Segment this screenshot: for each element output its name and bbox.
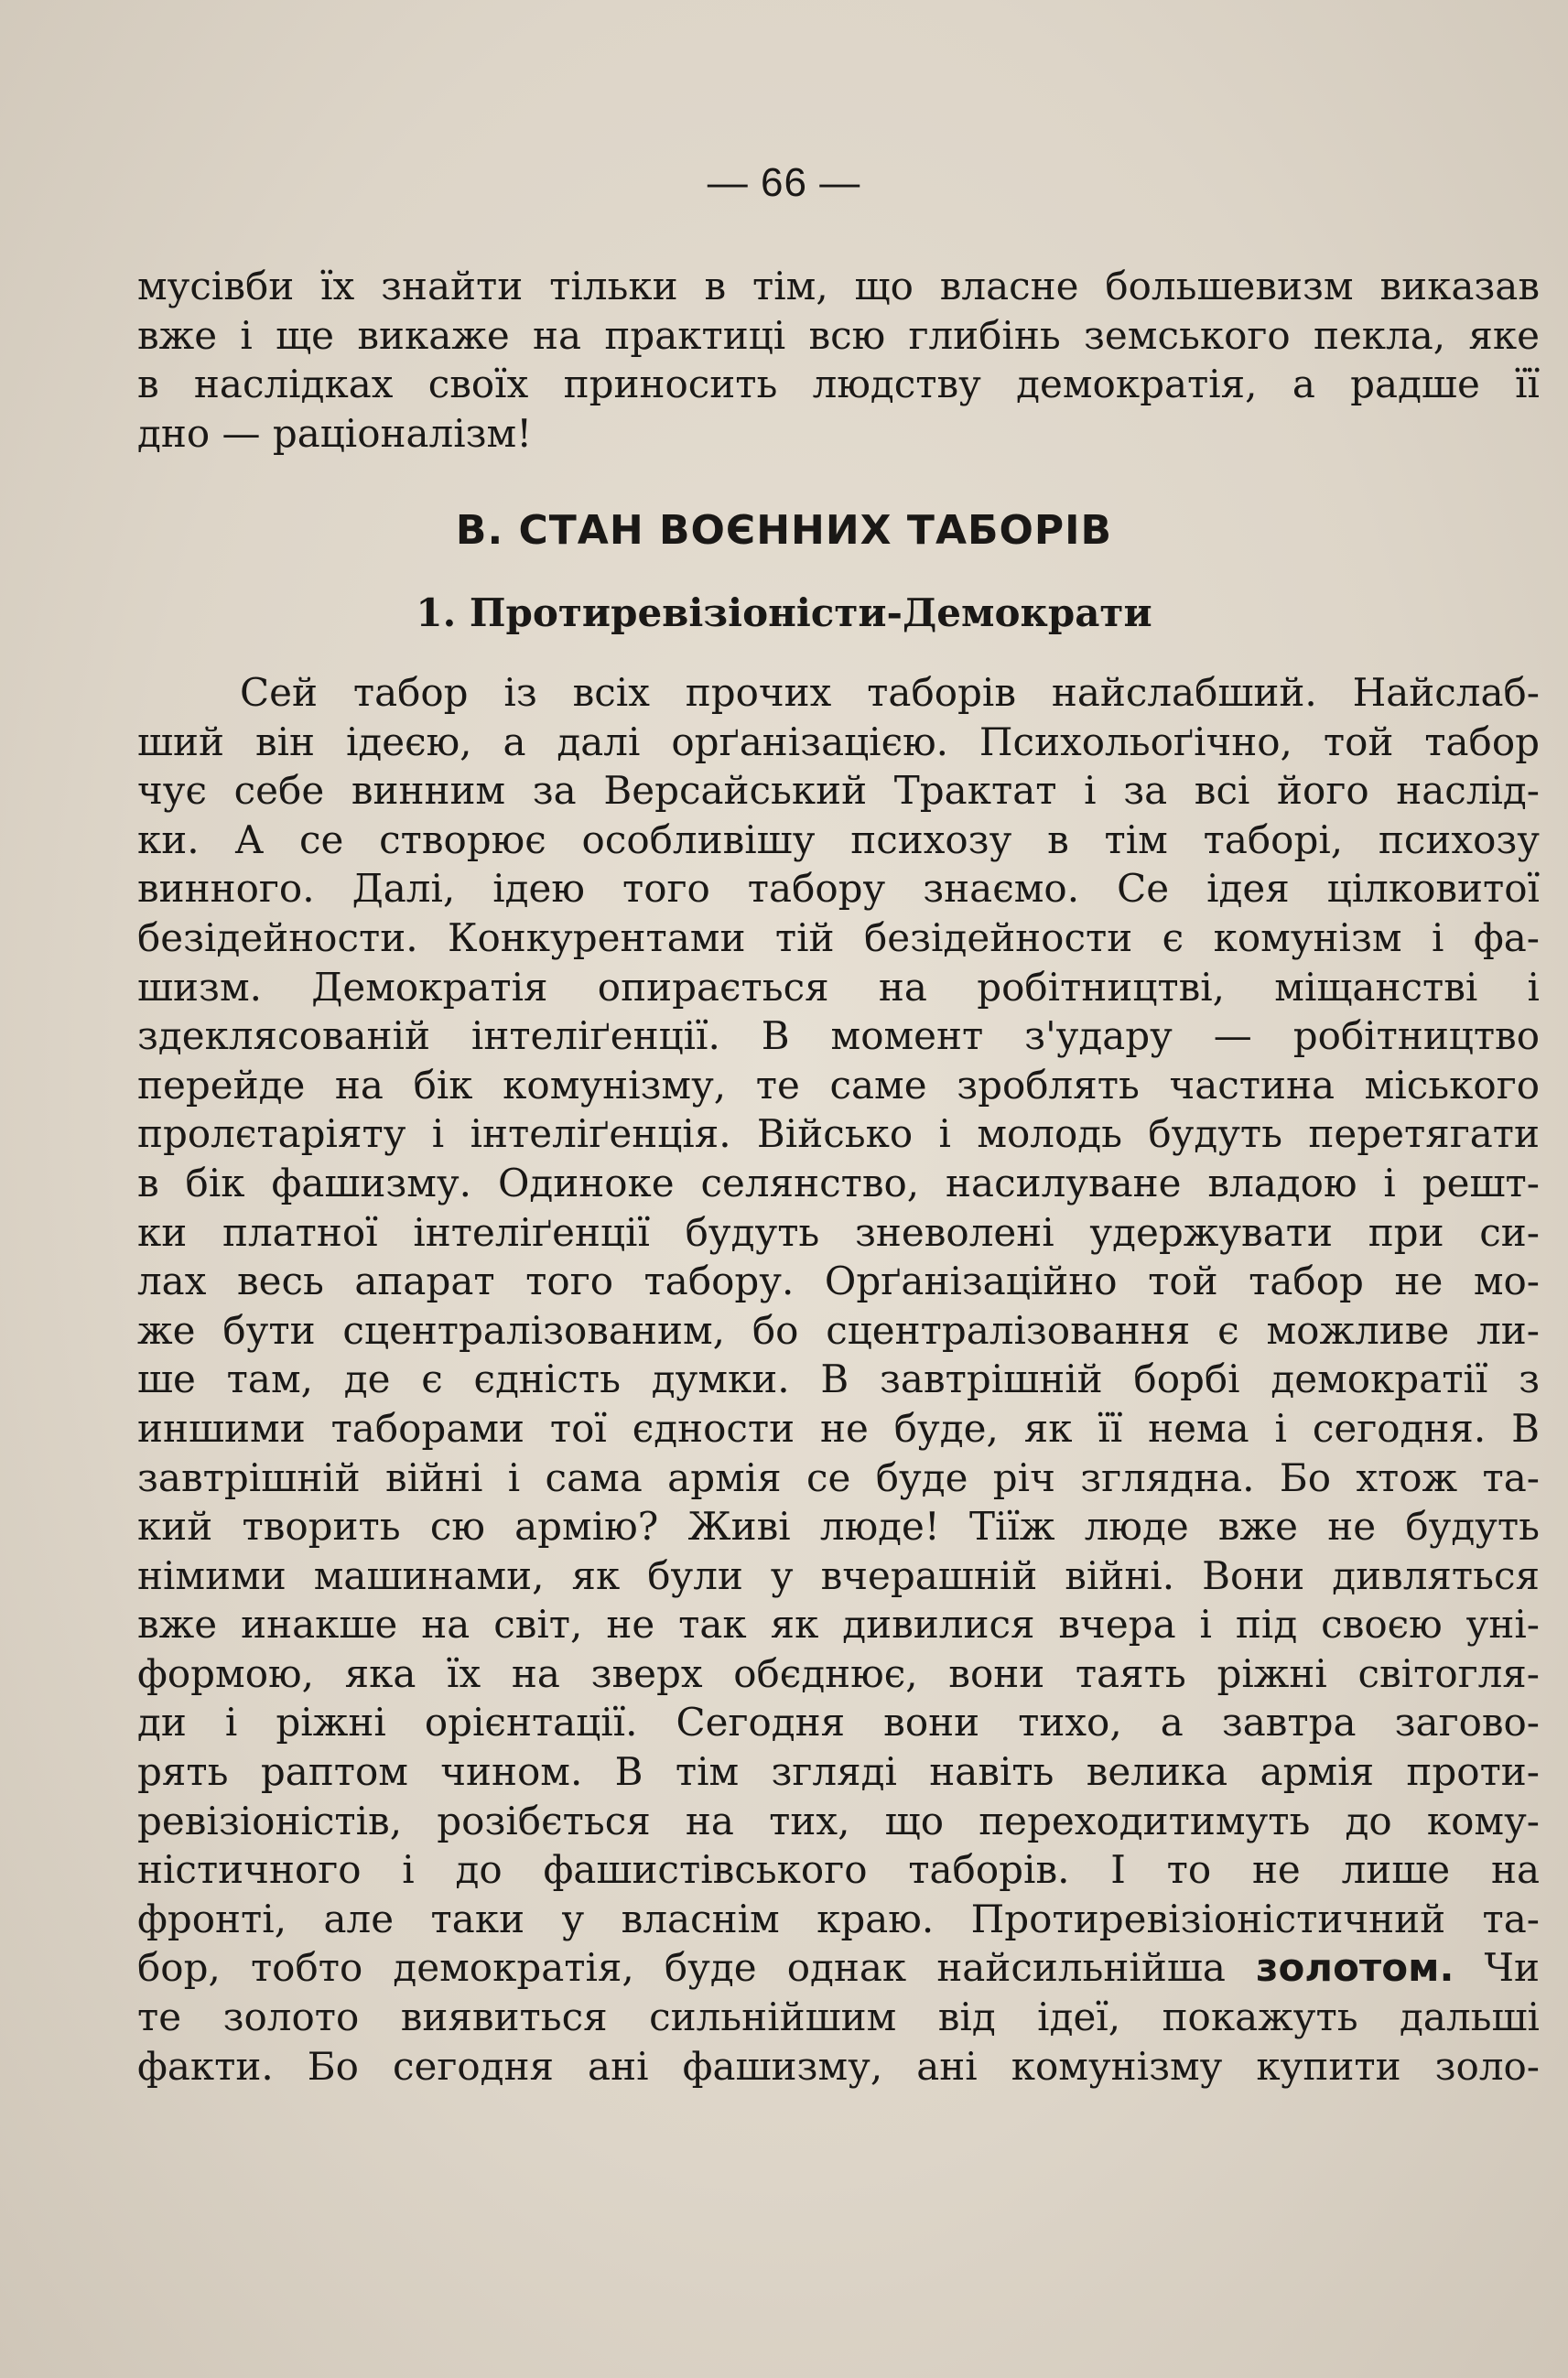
- text-line: в наслідках своїх приносить людству демократія, а радше її: [137, 362, 1540, 407]
- text-line: факти. Бо сегодня ані фашизму, ані комунізму купити золо-: [137, 2043, 1540, 2089]
- text-line: здеклясованій інтеліґенції. В момент з'удару — робітництво: [137, 1013, 1540, 1059]
- text-line: чує себе винним за Версайський Трактат і за всі його наслід-: [137, 768, 1540, 814]
- text-line: лах весь апарат того табору. Орґанізаційно той табор не мо-: [137, 1259, 1540, 1304]
- text-line: німими машинами, як були у вчерашній війні. Вони дивляться: [137, 1552, 1540, 1598]
- text-line: формою, яка їх на зверх обєднює, вони таять ріжні світогля-: [137, 1650, 1540, 1696]
- text-line: ністичного і до фашистівського таборів. І то не лише на: [137, 1847, 1540, 1893]
- text-line: ки платної інтеліґенції будуть зневолені удержувати при си-: [137, 1209, 1540, 1255]
- text-line: в бік фашизму. Одиноке селянство, насилуване владою і решт-: [137, 1160, 1540, 1205]
- emphasized-word: золотом.: [1256, 1945, 1454, 1991]
- text-line: Сей табор із всіх прочих таборів найслабший. Найслаб-: [240, 670, 1540, 715]
- continuation-paragraph: [137, 262, 1540, 458]
- text-line: шизм. Демократія опирається на робітництві, міщанстві і: [137, 964, 1540, 1010]
- text-line: вже инакше на світ, не так як дивилися вчера і під своєю уні-: [137, 1602, 1540, 1648]
- section-title: В. СТАН ВОЄННИХ ТАБОРІВ: [455, 507, 1113, 554]
- text-line: пролєтаріяту і інтеліґенція. Військо і молодь будуть перетягати: [137, 1111, 1540, 1157]
- text-line: ший він ідеєю, а далі орґанізацією. Психольоґічно, той табор: [137, 719, 1540, 764]
- text-line: кий творить сю армію? Живі люде! Тіїж люде вже не будуть: [137, 1504, 1540, 1550]
- text-line: ди і ріжні орієнтації. Сегодня вони тихо, а завтра загово-: [137, 1700, 1540, 1746]
- text-line: дно — раціоналізм!: [137, 410, 533, 456]
- text-line: перейде на бік комунізму, те саме зроблять частина міського: [137, 1062, 1540, 1108]
- page-number: — 66 —: [707, 160, 861, 205]
- text-line: вже і ще викаже на практиці всю глибінь земського пекла, яке: [137, 312, 1540, 358]
- text-line: мусівби їх знайти тільки в тім, що власне большевизм виказав: [137, 264, 1540, 308]
- text-line: завтрішній війні і сама армія се буде річ зглядна. Бо хтож та-: [137, 1454, 1540, 1500]
- text-line: фронті, але таки у власнім краю. Протиревізіоністичний та-: [137, 1896, 1540, 1941]
- text-line: ревізіоністів, розібється на тих, що переходитимуть до кому-: [137, 1798, 1540, 1843]
- text-line: винного. Далі, ідею того табору знаємо. Се ідея цілковитої: [137, 866, 1540, 912]
- text-line: те золото виявиться сильнійшим від ідеї, покажуть дальші: [137, 1994, 1540, 2040]
- text-line: рять раптом чином. В тім згляді навіть велика армія проти-: [137, 1749, 1540, 1795]
- text-line: ше там, де є єдність думки. В завтрішній борбі демократії з: [137, 1357, 1540, 1402]
- body-paragraph: [137, 668, 1540, 2091]
- text-line: иншими таборами тої єдности не буде, як її нема і сегодня. В: [137, 1405, 1540, 1451]
- text-line: ки. А се створює особливішу психозу в тім таборі, психозу: [137, 816, 1540, 862]
- subsection-title: 1. Протиревізіоністи-Демократи: [416, 590, 1152, 635]
- text-run: Чи: [1454, 1945, 1540, 1991]
- text-line: же бути сцентралізованим, бо сцентралізовання є можливе ли-: [137, 1307, 1540, 1353]
- text-line-emphasis: [137, 1943, 1540, 1993]
- text-line: безідейности. Конкурентами тій безідейности є комунізм і фа-: [137, 914, 1540, 960]
- text-run: бор, тобто демократія, буде однак найсильнійша: [137, 1945, 1257, 1991]
